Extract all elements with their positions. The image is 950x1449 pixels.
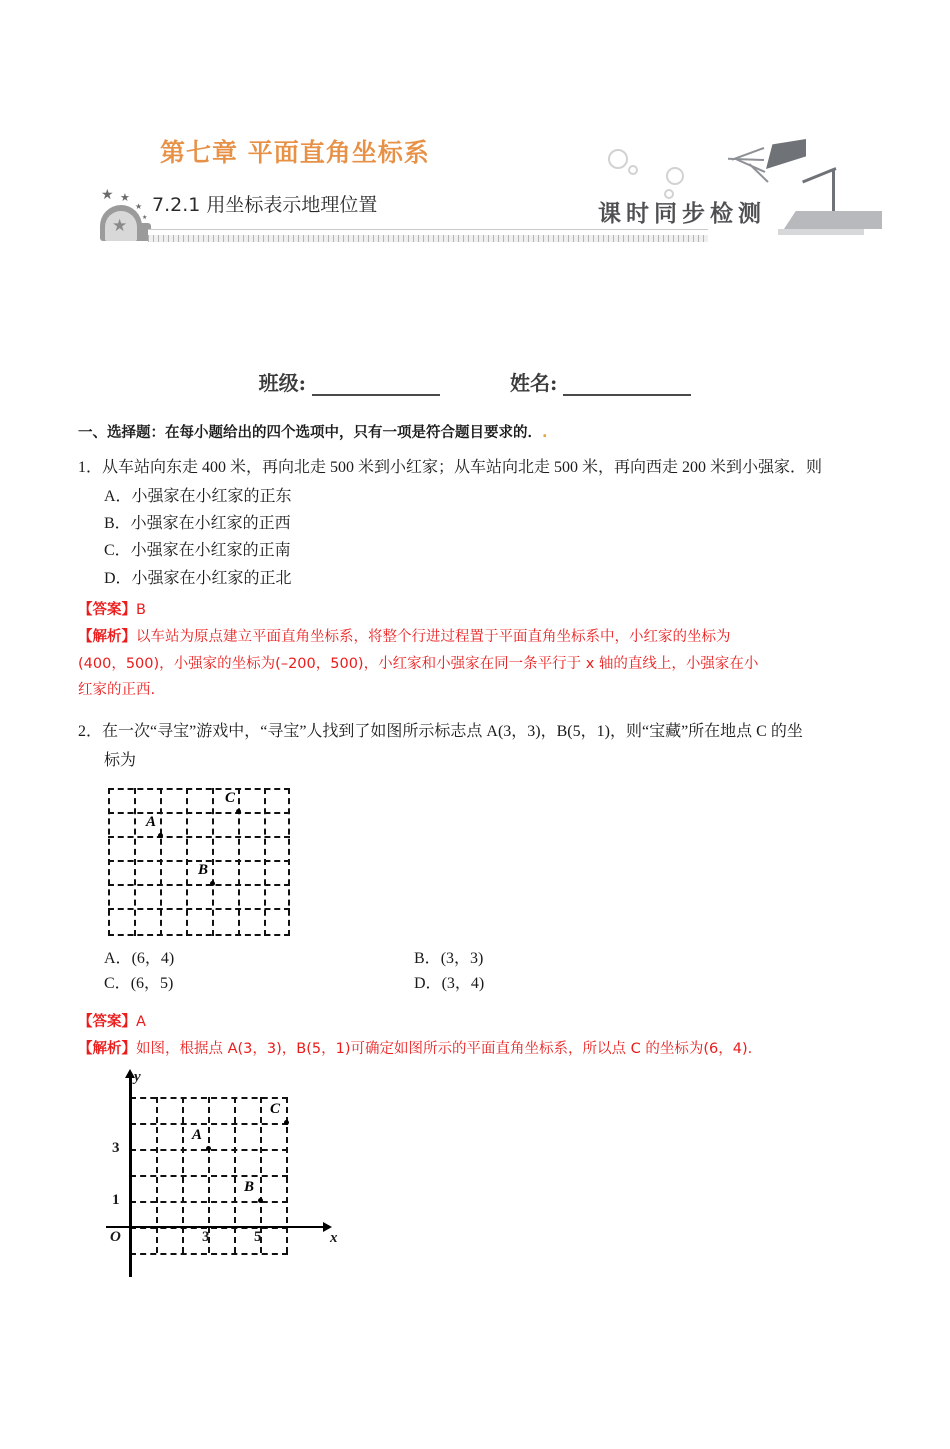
banner-title: 课时同步检测 bbox=[598, 200, 766, 227]
question-1-answer-value: B bbox=[136, 602, 146, 619]
bubble-icon bbox=[608, 149, 628, 169]
worksheet-page bbox=[0, 105, 950, 1449]
lamp-ray-icon bbox=[749, 163, 769, 182]
question-2-option-d[interactable] bbox=[414, 971, 484, 997]
grid-line-horizontal bbox=[108, 788, 290, 790]
option-a-value: (6，4) bbox=[131, 949, 175, 967]
lamp-ray-icon bbox=[728, 158, 764, 161]
name-label: 姓名: bbox=[510, 371, 558, 395]
class-input-line[interactable] bbox=[312, 376, 440, 396]
question-2-option-b[interactable] bbox=[414, 946, 483, 972]
grid-line-horizontal bbox=[108, 836, 290, 838]
x-tick-3: 3 bbox=[202, 1228, 210, 1245]
x-axis-label: x bbox=[330, 1229, 338, 1246]
option-c-value: (6，5) bbox=[130, 975, 174, 993]
question-1-option-c[interactable]: C．小强家在小红家的正南 bbox=[104, 542, 291, 560]
question-2-analysis-row bbox=[78, 1036, 878, 1063]
grid-line-vertical bbox=[288, 788, 290, 936]
grid-line-horizontal bbox=[130, 1253, 288, 1255]
grid-line-horizontal bbox=[108, 812, 290, 814]
point-b-label: B bbox=[198, 861, 209, 878]
bubble-icon bbox=[628, 165, 638, 175]
grid-line-vertical bbox=[186, 788, 188, 936]
analysis-text-1: 以车站为原点建立平面直角坐标系，将整个行进过程置于平面直角坐标系中，小红家的坐标为 bbox=[136, 628, 731, 645]
grid-line-vertical bbox=[212, 788, 214, 936]
point-c-label: C bbox=[225, 789, 236, 806]
question-1-analysis-line-1 bbox=[78, 624, 878, 651]
question-1-number: 1． bbox=[78, 459, 103, 476]
grid-line-horizontal bbox=[130, 1123, 288, 1125]
decor-star-icon: ★ bbox=[135, 202, 143, 211]
grid-line-horizontal bbox=[108, 908, 290, 910]
question-2-text-1: 在一次“寻宝”游戏中，“寻宝”人找到了如图所示标志点 A(3，3)，B(5，1)，则“宝藏”所在地点 C 的坐 bbox=[102, 723, 803, 741]
point-b-marker bbox=[210, 881, 215, 886]
worksheet-content bbox=[78, 421, 878, 1295]
chapter-title: 第七章 平面直角坐标系 bbox=[160, 138, 430, 167]
question-2-figure bbox=[108, 788, 290, 936]
question-2-stem-line-2: 标为 bbox=[104, 752, 137, 770]
question-1-text: 从车站向东走 400 米，再向北走 500 米到小红家；从车站向北走 500 米，再向西走 200 米到小强家．则 bbox=[102, 459, 823, 476]
star-badge-icon bbox=[95, 188, 155, 241]
option-c-label: C． bbox=[104, 975, 131, 993]
solution-point-b-marker bbox=[258, 1198, 263, 1203]
question-2-options-row-1 bbox=[104, 946, 878, 972]
point-a-label: A bbox=[146, 813, 157, 830]
grid-line-horizontal bbox=[108, 884, 290, 886]
question-2-solution-figure bbox=[104, 1068, 354, 1295]
grid-line-vertical bbox=[134, 788, 136, 936]
question-1-option-b[interactable]: B．小强家在小红家的正西 bbox=[104, 515, 291, 533]
solution-point-c-marker bbox=[284, 1120, 289, 1125]
option-d-label: D． bbox=[414, 975, 442, 993]
solution-point-c-label: C bbox=[270, 1100, 281, 1117]
question-1-answer-row bbox=[78, 597, 878, 624]
dashed-grid bbox=[108, 788, 290, 936]
option-a-label: A． bbox=[104, 949, 132, 967]
grid-line-vertical bbox=[264, 788, 266, 936]
student-info-row bbox=[0, 367, 950, 396]
name-field bbox=[510, 367, 691, 396]
section-heading-text: 一、选择题：在每小题给出的四个选项中，只有一项是符合题目要求的． bbox=[78, 425, 542, 441]
answer-label: 【答案】 bbox=[78, 602, 136, 619]
desk-plate-shape bbox=[784, 211, 882, 229]
class-label: 班级: bbox=[258, 371, 306, 395]
decor-star-icon: ★ bbox=[120, 192, 130, 204]
grid-line-horizontal bbox=[130, 1097, 288, 1099]
option-b-label: B． bbox=[414, 949, 441, 967]
badge-center-star-icon: ★ bbox=[112, 216, 128, 235]
y-axis bbox=[129, 1077, 132, 1277]
question-2-answer-value: A bbox=[136, 1014, 146, 1031]
question-1-analysis-line-2: (400，500)，小强家的坐标为(–200，500)，小红家和小强家在同一条平行于 x 轴的直线上，小强家在小 bbox=[78, 655, 759, 672]
name-input-line[interactable] bbox=[563, 376, 691, 396]
document-header bbox=[0, 105, 950, 320]
section-heading-mark: . bbox=[542, 425, 548, 441]
solution-point-a-marker bbox=[206, 1146, 211, 1151]
point-c-marker bbox=[236, 809, 241, 814]
question-2-solution bbox=[78, 1009, 878, 1063]
analysis-label: 【解析】 bbox=[78, 1040, 136, 1057]
grid-line-horizontal bbox=[130, 1201, 288, 1203]
class-field bbox=[259, 367, 440, 396]
question-2-answer-row bbox=[78, 1009, 878, 1036]
section-title: 7.2.1 用坐标表示地理位置 bbox=[152, 194, 378, 216]
question-1-option-a[interactable]: A．小强家在小红家的正东 bbox=[104, 487, 292, 505]
option-d-value: (3，4) bbox=[441, 975, 485, 993]
option-b-value: (3，3) bbox=[440, 949, 484, 967]
solution-point-b-label: B bbox=[244, 1178, 255, 1195]
grid-line-vertical bbox=[160, 788, 162, 936]
decor-star-icon: ★ bbox=[101, 188, 114, 203]
answer-label: 【答案】 bbox=[78, 1014, 136, 1031]
grid-line-vertical bbox=[108, 788, 110, 936]
question-2-number: 2． bbox=[78, 723, 103, 741]
section-heading bbox=[78, 421, 878, 442]
decor-star-icon: ★ bbox=[142, 215, 148, 221]
grid-line-horizontal bbox=[108, 934, 290, 936]
point-a-marker bbox=[158, 833, 163, 838]
question-1-option-d[interactable]: D．小强家在小红家的正北 bbox=[104, 569, 292, 587]
analysis-label: 【解析】 bbox=[78, 628, 136, 645]
question-2-stem-line-1 bbox=[78, 720, 878, 745]
y-axis-label: y bbox=[134, 1068, 141, 1085]
bubble-icon bbox=[666, 167, 684, 185]
banner-artwork bbox=[570, 127, 885, 257]
question-1-solution bbox=[78, 597, 878, 704]
x-tick-5: 5 bbox=[254, 1228, 262, 1245]
lamp-pole-shape bbox=[832, 169, 835, 213]
x-axis bbox=[106, 1226, 324, 1229]
y-tick-1: 1 bbox=[112, 1191, 120, 1208]
grid-line-horizontal bbox=[130, 1175, 288, 1177]
origin-label: O bbox=[110, 1228, 121, 1245]
solution-point-a-label: A bbox=[192, 1126, 203, 1143]
desk-plate-shadow bbox=[778, 229, 864, 235]
y-tick-3: 3 bbox=[112, 1139, 120, 1156]
desk-lamp-icon bbox=[766, 139, 806, 169]
question-2-options-row-2 bbox=[104, 971, 878, 997]
question-1-stem bbox=[78, 456, 878, 481]
question-1-analysis-line-3: 红家的正西. bbox=[78, 682, 156, 699]
question-2-option-a[interactable] bbox=[104, 946, 414, 972]
question-2-option-c[interactable] bbox=[104, 971, 414, 997]
question-2-analysis-text: 如图，根据点 A(3，3)，B(5，1)可确定如图所示的平面直角坐标系，所以点 C 的坐标为(6，4). bbox=[136, 1040, 753, 1057]
